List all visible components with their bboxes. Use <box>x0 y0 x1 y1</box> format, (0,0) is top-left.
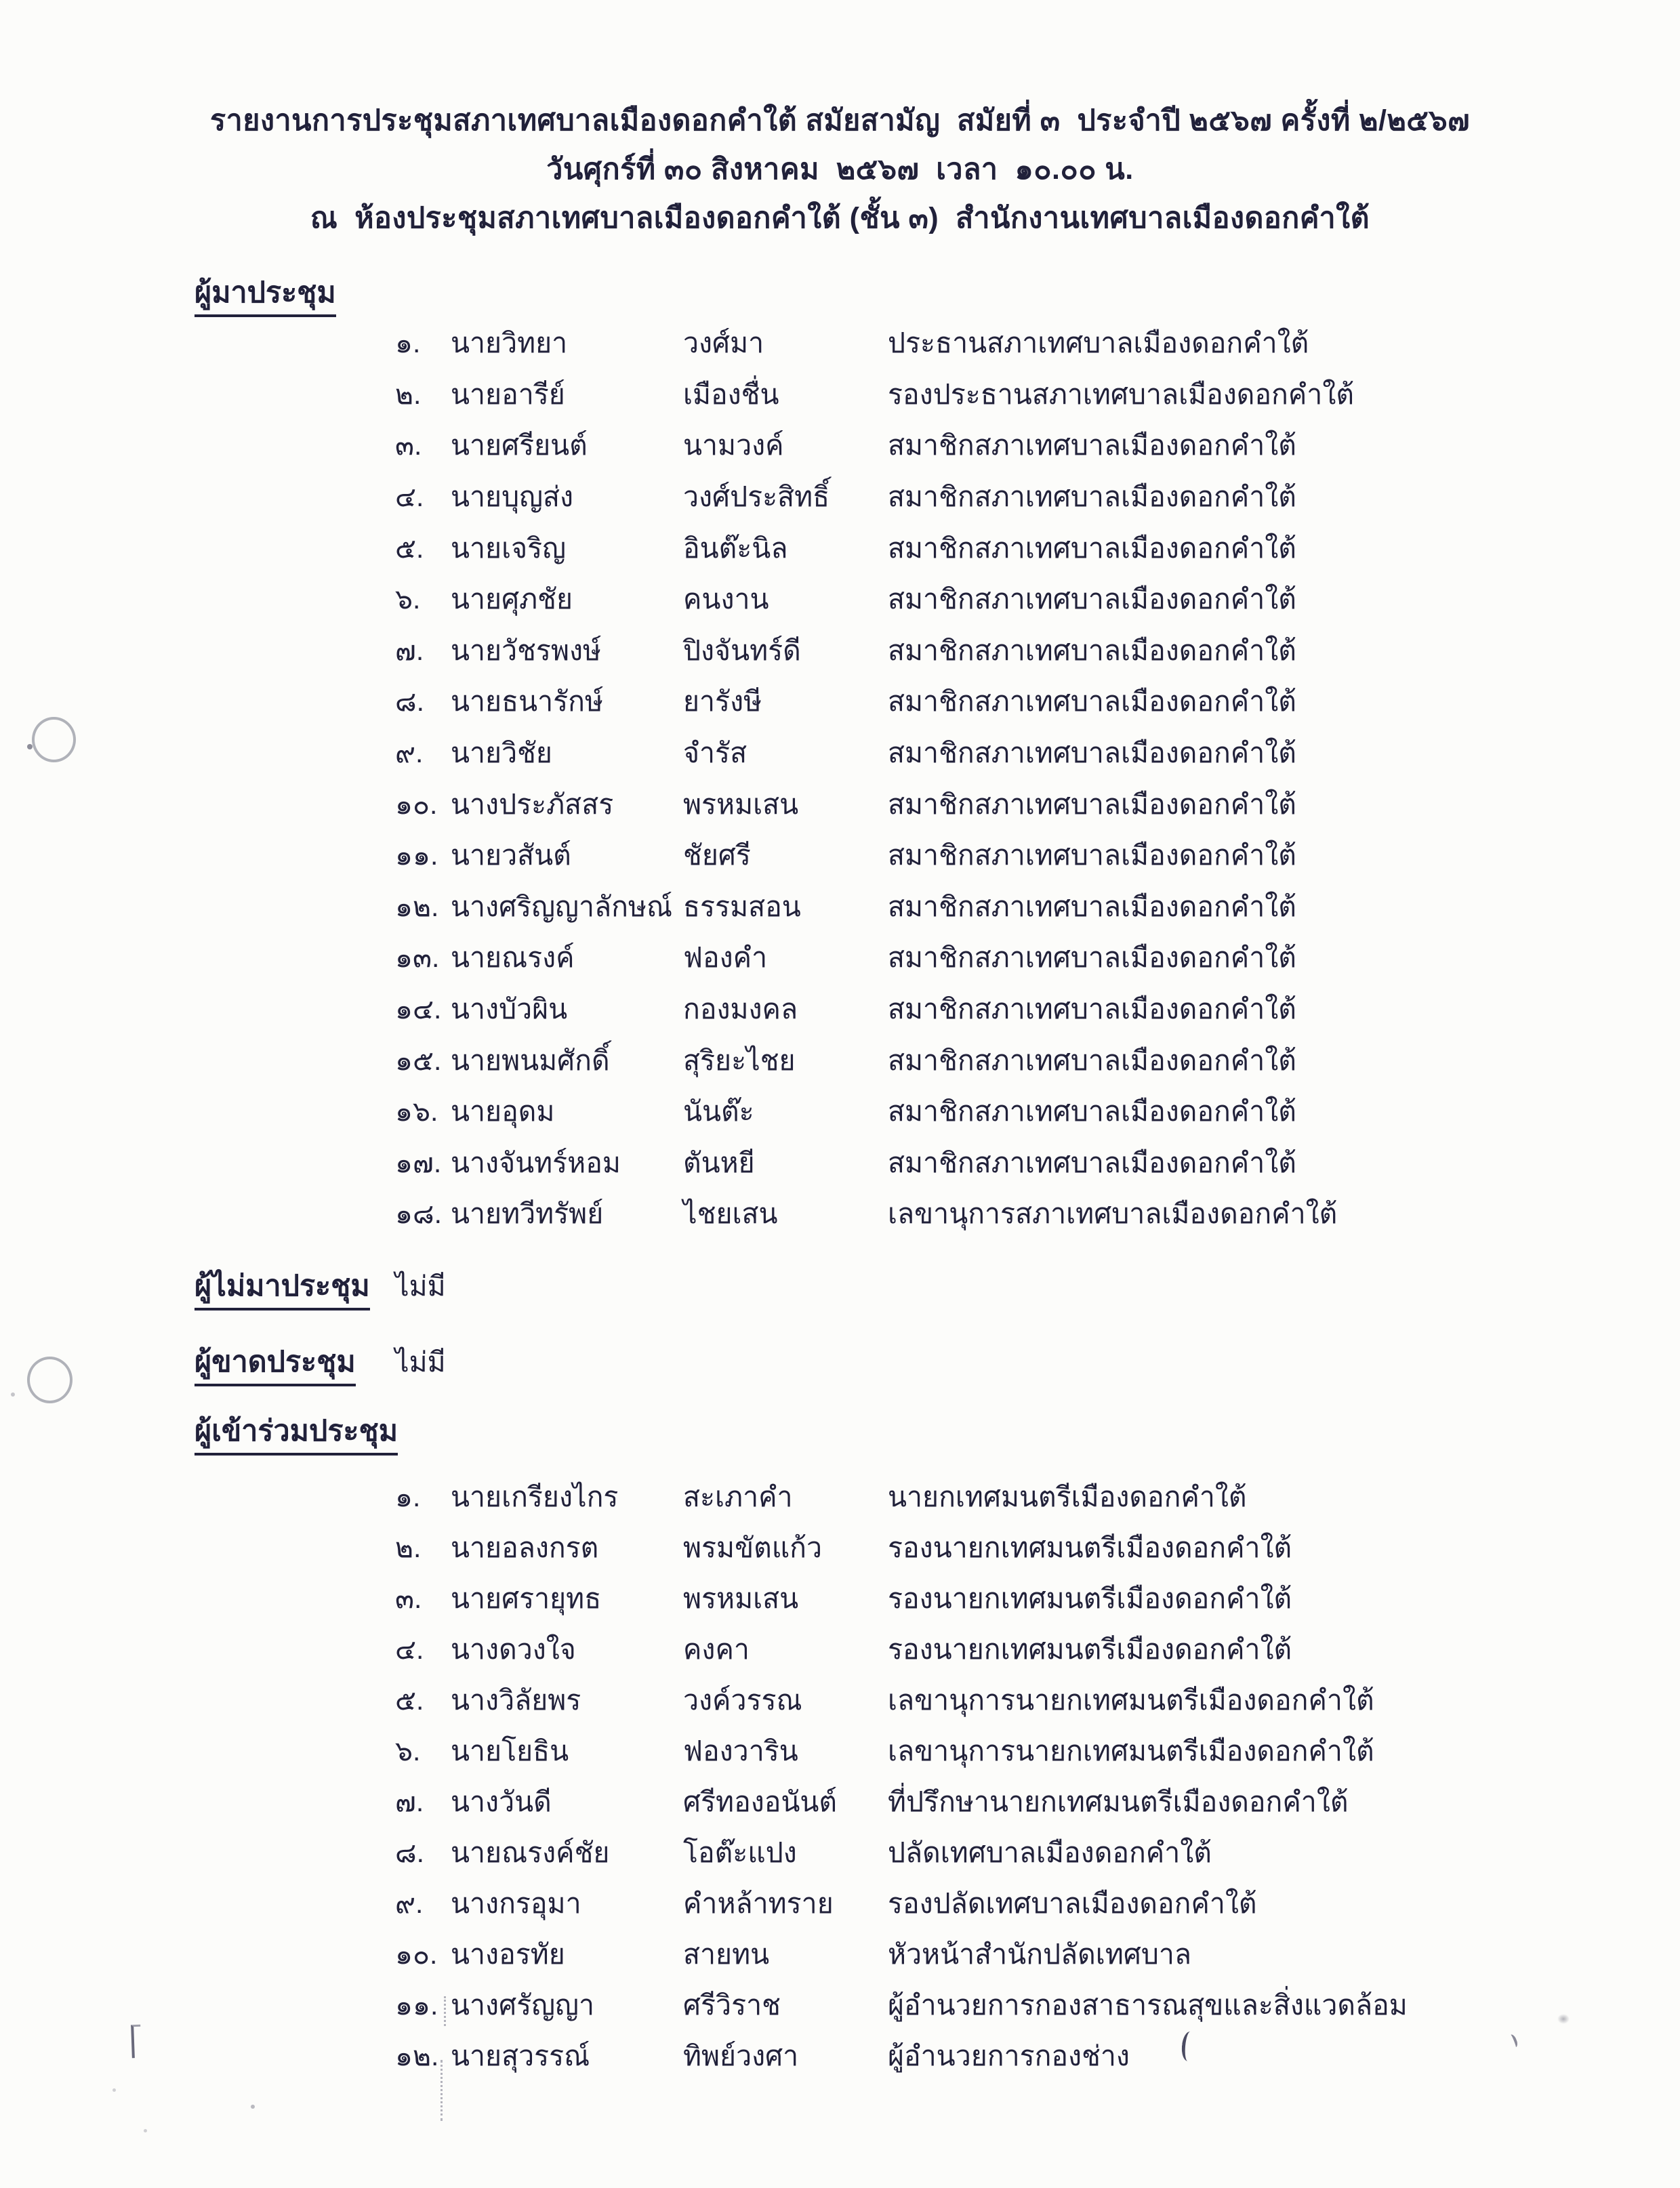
attendees-roster <box>0 318 1680 1240</box>
attendee-first-name: นางบัวผิน <box>451 993 568 1025</box>
participant-first-name: นางศรัญญา <box>451 1989 595 2021</box>
participant-number: ๓. <box>395 1583 422 1614</box>
attendee-last-name: กองมงคล <box>683 993 798 1025</box>
missing-value: ไม่มี <box>395 1346 446 1378</box>
scan-dotted-artifact <box>444 1996 446 2026</box>
attendee-row <box>0 882 1680 933</box>
participant-first-name: นายโยธิน <box>451 1735 569 1767</box>
participants-heading: ผู้เข้าร่วมประชุม <box>194 1413 398 1456</box>
attendee-first-name: นายศรียนต์ <box>451 430 588 461</box>
participant-first-name: นายสุวรรณ์ <box>451 2040 590 2071</box>
attendee-row <box>0 420 1680 472</box>
participant-position: ผู้อำนวยการกองสาธารณสุขและสิ่งแวดล้อม <box>888 1989 1408 2021</box>
participant-number: ๒. <box>395 1532 422 1563</box>
attendee-last-name: ชัยศรี <box>683 840 751 871</box>
attendee-last-name: จำรัส <box>683 737 747 769</box>
attendee-first-name: นายอารีย์ <box>451 378 565 410</box>
absent-heading: ผู้ไม่มาประชุม <box>194 1268 370 1310</box>
attendee-position: สมาชิกสภาเทศบาลเมืองดอกคำใต้ <box>888 481 1296 513</box>
participant-position: รองนายกเทศมนตรีเมืองดอกคำใต้ <box>888 1583 1292 1614</box>
attendee-position: รองประธานสภาเทศบาลเมืองดอกคำใต้ <box>888 378 1354 410</box>
attendee-first-name: นายทวีทรัพย์ <box>451 1198 604 1230</box>
participant-last-name: พรมขัตแก้ว <box>683 1532 822 1563</box>
attendee-number: ๙. <box>395 737 424 769</box>
scan-speck <box>11 1392 15 1397</box>
attendee-number: ๑๓. <box>395 942 440 974</box>
attendee-last-name: วงศ์ประสิทธิ์ <box>683 481 830 513</box>
participant-number: ๑๐. <box>395 1939 438 1970</box>
attendee-first-name: นายเจริญ <box>451 532 567 564</box>
scan-speck <box>112 2088 116 2092</box>
attendee-row <box>0 830 1680 882</box>
punch-hole-mark <box>27 1357 73 1403</box>
attendee-number: ๑๕. <box>395 1044 442 1076</box>
attendee-row <box>0 1086 1680 1138</box>
participant-row <box>0 1523 1680 1573</box>
attendee-row <box>0 318 1680 369</box>
attendee-position: สมาชิกสภาเทศบาลเมืองดอกคำใต้ <box>888 686 1296 718</box>
attendee-last-name: อินต๊ะนิล <box>683 532 788 564</box>
attendee-first-name: นายวิทยา <box>451 327 568 359</box>
participant-number: ๙. <box>395 1888 424 1919</box>
participant-last-name: ศรีวิราช <box>683 1989 781 2021</box>
punch-hole-mark <box>32 717 76 762</box>
attendee-position: สมาชิกสภาเทศบาลเมืองดอกคำใต้ <box>888 993 1296 1025</box>
attendee-number: ๑. <box>395 327 421 359</box>
attendee-last-name: วงศ์มา <box>683 327 764 359</box>
attendee-last-name: นามวงค์ <box>683 430 784 461</box>
attendee-row <box>0 676 1680 728</box>
attendee-first-name: นายวิชัย <box>451 737 552 769</box>
participants-section-heading-row <box>0 1413 1680 1456</box>
attendee-last-name: ไชยเสน <box>683 1198 778 1230</box>
attendee-number: ๑๗. <box>395 1147 442 1178</box>
doc-title-line1: รายงานการประชุมสภาเทศบาลเมืองดอกคำใต้ สมัยสามัญ สมัยที่ ๓ ประจำปี ๒๕๖๗ ครั้งที่ ๒/๒๕๖๗ <box>210 104 1470 137</box>
participant-last-name: โอต๊ะแปง <box>683 1837 797 1868</box>
doc-title-line3: ณ ห้องประชุมสภาเทศบาลเมืองดอกคำใต้ (ชั้น ๓) สำนักงานเทศบาลเมืองดอกคำใต้ <box>310 202 1370 234</box>
attendee-number: ๖. <box>395 583 421 615</box>
participants-roster <box>0 1472 1680 2082</box>
missing-section-row <box>0 1344 1680 1386</box>
attendee-number: ๒. <box>395 378 422 410</box>
attendee-number: ๑๖. <box>395 1096 438 1128</box>
attendee-position: สมาชิกสภาเทศบาลเมืองดอกคำใต้ <box>888 788 1296 820</box>
participant-last-name: วงค์วรรณ <box>683 1685 802 1716</box>
document-header <box>0 96 1680 243</box>
participant-number: ๖. <box>395 1735 421 1767</box>
attendee-last-name: เมืองชื่น <box>683 378 779 410</box>
attendee-last-name: นันต๊ะ <box>683 1096 754 1128</box>
participant-row <box>0 1828 1680 1878</box>
participant-position: รองนายกเทศมนตรีเมืองดอกคำใต้ <box>888 1634 1292 1665</box>
scan-speck <box>27 744 33 749</box>
attendee-position: สมาชิกสภาเทศบาลเมืองดอกคำใต้ <box>888 1147 1296 1178</box>
missing-heading: ผู้ขาดประชุม <box>194 1344 356 1386</box>
attendee-last-name: สุริยะไชย <box>683 1044 796 1076</box>
attendee-first-name: นายวัชรพงษ์ <box>451 634 602 666</box>
attendees-section-heading-row <box>0 274 1680 317</box>
participant-number: ๑. <box>395 1481 421 1512</box>
attendee-first-name: นายบุญส่ง <box>451 481 574 513</box>
attendee-last-name: ปิงจันทร์ดี <box>683 634 801 666</box>
participant-row <box>0 1726 1680 1777</box>
participant-position: ผู้อำนวยการกองช่าง <box>888 2040 1130 2071</box>
participant-last-name: สะเภาคำ <box>683 1481 793 1512</box>
attendee-position: สมาชิกสภาเทศบาลเมืองดอกคำใต้ <box>888 532 1296 564</box>
attendee-last-name: ฟองคำ <box>683 942 768 974</box>
attendee-number: ๕. <box>395 532 424 564</box>
scan-speck <box>251 2105 255 2109</box>
participant-last-name: พรหมเสน <box>683 1583 799 1614</box>
attendee-row <box>0 984 1680 1035</box>
scan-speck <box>144 2129 147 2132</box>
attendee-first-name: นายณรงค์ <box>451 942 575 974</box>
participant-first-name: นายอลงกรต <box>451 1532 599 1563</box>
participant-position: เลขานุการนายกเทศมนตรีเมืองดอกคำใต้ <box>888 1735 1374 1767</box>
participant-row <box>0 1929 1680 1980</box>
attendee-position: สมาชิกสภาเทศบาลเมืองดอกคำใต้ <box>888 1096 1296 1128</box>
participant-first-name: นางวันดี <box>451 1786 552 1817</box>
attendee-last-name: ตันหยี <box>683 1147 755 1178</box>
participant-position: ที่ปรึกษานายกเทศมนตรีเมืองดอกคำใต้ <box>888 1786 1349 1817</box>
participant-first-name: นายณรงค์ชัย <box>451 1837 610 1868</box>
attendee-first-name: นางศริญญาลักษณ์ <box>451 890 673 922</box>
attendee-first-name: นายธนารักษ์ <box>451 686 604 718</box>
participant-position: ปลัดเทศบาลเมืองดอกคำใต้ <box>888 1837 1212 1868</box>
participant-first-name: นายศรายุทธ <box>451 1583 602 1614</box>
participant-row <box>0 1675 1680 1726</box>
participant-row <box>0 1777 1680 1828</box>
participant-number: ๘. <box>395 1837 425 1868</box>
attendee-number: ๘. <box>395 686 425 718</box>
participant-number: ๗. <box>395 1786 424 1817</box>
participant-number: ๑๑. <box>395 1989 438 2021</box>
attendee-last-name: ยารังษี <box>683 686 762 718</box>
attendee-row <box>0 1189 1680 1240</box>
attendee-row <box>0 1035 1680 1086</box>
absent-section-row <box>0 1268 1680 1310</box>
attendee-first-name: นายพนมศักดิ์ <box>451 1044 610 1076</box>
participant-row <box>0 1980 1680 2031</box>
attendee-number: ๓. <box>395 430 422 461</box>
attendee-position: สมาชิกสภาเทศบาลเมืองดอกคำใต้ <box>888 942 1296 974</box>
attendee-number: ๑๐. <box>395 788 438 820</box>
attendees-heading: ผู้มาประชุม <box>194 274 336 317</box>
attendee-number: ๑๒. <box>395 890 439 922</box>
attendee-position: สมาชิกสภาเทศบาลเมืองดอกคำใต้ <box>888 890 1296 922</box>
attendee-last-name: ธรรมสอน <box>683 890 801 922</box>
participant-last-name: ศรีทองอนันต์ <box>683 1786 838 1817</box>
participant-first-name: นางอรทัย <box>451 1939 565 1970</box>
attendee-position: สมาชิกสภาเทศบาลเมืองดอกคำใต้ <box>888 737 1296 769</box>
participant-position: รองปลัดเทศบาลเมืองดอกคำใต้ <box>888 1888 1257 1919</box>
attendee-last-name: พรหมเสน <box>683 788 799 820</box>
absent-value: ไม่มี <box>395 1271 446 1302</box>
attendee-row <box>0 1138 1680 1189</box>
attendee-number: ๔. <box>395 481 424 513</box>
attendee-row <box>0 779 1680 830</box>
participant-position: เลขานุการนายกเทศมนตรีเมืองดอกคำใต้ <box>888 1685 1374 1716</box>
attendee-position: ประธานสภาเทศบาลเมืองดอกคำใต้ <box>888 327 1309 359</box>
participant-row <box>0 1624 1680 1675</box>
attendee-position: สมาชิกสภาเทศบาลเมืองดอกคำใต้ <box>888 840 1296 871</box>
scan-smudge <box>1557 2014 1570 2024</box>
participant-position: หัวหน้าสำนักปลัดเทศบาล <box>888 1939 1192 1970</box>
attendee-number: ๑๘. <box>395 1198 443 1230</box>
doc-title-line2: วันศุกร์ที่ ๓๐ สิงหาคม ๒๕๖๗ เวลา ๑๐.๐๐ น. <box>546 153 1134 186</box>
participant-last-name: ฟองวาริน <box>683 1735 798 1767</box>
participant-position: รองนายกเทศมนตรีเมืองดอกคำใต้ <box>888 1532 1292 1563</box>
scan-dotted-artifact <box>441 2060 443 2121</box>
participant-last-name: สายทน <box>683 1939 770 1970</box>
attendee-row <box>0 369 1680 421</box>
participant-number: ๑๒. <box>395 2040 439 2071</box>
participant-position: นายกเทศมนตรีเมืองดอกคำใต้ <box>888 1481 1247 1512</box>
attendee-position: สมาชิกสภาเทศบาลเมืองดอกคำใต้ <box>888 634 1296 666</box>
attendee-position: สมาชิกสภาเทศบาลเมืองดอกคำใต้ <box>888 430 1296 461</box>
attendee-first-name: นายอุดม <box>451 1096 555 1128</box>
participant-first-name: นางดวงใจ <box>451 1634 576 1665</box>
participant-last-name: คำหล้าทราย <box>683 1888 834 1919</box>
attendee-first-name: นางประภัสสร <box>451 788 614 820</box>
participant-row <box>0 2031 1680 2082</box>
attendee-row <box>0 472 1680 523</box>
pen-bracket-mark <box>131 2025 142 2058</box>
participant-number: ๕. <box>395 1685 424 1716</box>
participant-row <box>0 1878 1680 1929</box>
attendee-number: ๑๑. <box>395 840 438 871</box>
attendee-first-name: นายวสันต์ <box>451 840 571 871</box>
participant-first-name: นายเกรียงไกร <box>451 1481 619 1512</box>
participant-row <box>0 1472 1680 1523</box>
attendee-position: สมาชิกสภาเทศบาลเมืองดอกคำใต้ <box>888 1044 1296 1076</box>
attendee-position: สมาชิกสภาเทศบาลเมืองดอกคำใต้ <box>888 583 1296 615</box>
attendee-first-name: นางจันทร์หอม <box>451 1147 621 1178</box>
attendee-row <box>0 522 1680 574</box>
participant-last-name: คงคา <box>683 1634 750 1665</box>
attendee-number: ๗. <box>395 634 424 666</box>
attendee-first-name: นายศุภชัย <box>451 583 573 615</box>
attendee-row <box>0 625 1680 677</box>
attendee-row <box>0 728 1680 779</box>
participant-last-name: ทิพย์วงศา <box>683 2040 799 2071</box>
participant-first-name: นางวิลัยพร <box>451 1685 581 1716</box>
participant-number: ๔. <box>395 1634 424 1665</box>
attendee-row <box>0 574 1680 625</box>
attendee-number: ๑๔. <box>395 993 442 1025</box>
attendee-row <box>0 932 1680 984</box>
attendee-position: เลขานุการสภาเทศบาลเมืองดอกคำใต้ <box>888 1198 1338 1230</box>
participant-first-name: นางกรอุมา <box>451 1888 581 1919</box>
attendee-last-name: คนงาน <box>683 583 769 615</box>
participant-row <box>0 1573 1680 1624</box>
